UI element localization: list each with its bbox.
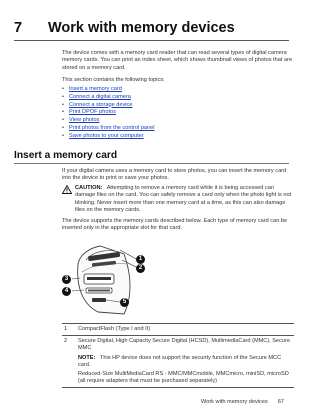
- topic-link-print-control-panel[interactable]: Print photos from the control panel: [69, 124, 155, 131]
- section-body: If your digital camera uses a memory card to store photos, you can insert the memory card into the device to print or save your photos.: [62, 168, 287, 182]
- table-cell-description: CompactFlash (Type I and II): [76, 324, 294, 336]
- list-item: [62, 94, 287, 102]
- topics-intro: This section contains the following topics:: [62, 77, 165, 83]
- topic-link-view-photos[interactable]: View photos: [69, 117, 100, 124]
- topic-link-insert-memory-card[interactable]: Insert a memory card: [69, 86, 122, 92]
- memory-card-slots-figure: [64, 238, 160, 318]
- chapter-rule: [14, 40, 289, 41]
- chapter-title: [14, 20, 294, 36]
- callout-3: 3: [62, 275, 71, 284]
- caution-text: [75, 185, 294, 215]
- section-rule: [14, 163, 289, 164]
- intro-paragraph: The device comes with a memory card reader that can read several types of digital camera memory cards. You can print an index sheet, which shows thumbnail views of photos that are stored on a memory card.: [62, 50, 293, 71]
- chapter-title-text: Work with memory devices: [48, 20, 235, 36]
- footer-label: Work with memory devices: [201, 399, 268, 405]
- topics-list: [62, 86, 287, 141]
- table-cell-description: [76, 336, 294, 388]
- page-footer: [201, 399, 284, 405]
- note-text: This HP device does not support the security function of the Secure MCC card.: [78, 354, 282, 368]
- table-cell-number: 2: [62, 336, 76, 388]
- list-item: [62, 102, 287, 110]
- topic-link-connect-camera[interactable]: Connect a digital camera: [69, 93, 131, 100]
- table-note: [78, 355, 292, 369]
- callout-5: 5: [120, 298, 129, 307]
- section-title: Insert a memory card: [14, 150, 118, 161]
- memory-card-table: [62, 323, 294, 388]
- topic-link-connect-storage[interactable]: Connect a storage device: [69, 101, 133, 108]
- note-label: NOTE:: [78, 354, 96, 361]
- table-cell-text: Secure Digital, High Capacity Secure Digital (HCSD), MultimediaCard (MMC), Secure MMC: [78, 338, 291, 352]
- table-cell-number: 1: [62, 324, 76, 336]
- chapter-number: 7: [14, 20, 23, 36]
- list-item: [62, 133, 287, 141]
- table-extra: Reduced-Size MultiMediaCard RS - MMC/MMCmobile, MMCmicro, miniSD, microSD (all require adapters that must be purchased separately): [78, 371, 289, 385]
- list-item: [62, 86, 287, 94]
- list-item: [62, 109, 287, 117]
- caution-label: CAUTION:: [75, 185, 103, 191]
- caution-body: Attempting to remove a memory card while it is being accessed can damage files on the card. You can safely remove a card only when the photo light is not blinking. Never insert more than one memory card at a time, as this can also damage files on the memory cards.: [75, 185, 292, 214]
- table-row: [62, 324, 294, 336]
- warning-icon: [62, 185, 72, 194]
- slots-paragraph: The device supports the memory cards described below. Each type of memory card can be inserted only in the appropriate slot for that card.: [62, 218, 288, 232]
- caution-block: [62, 185, 294, 215]
- callout-2: 2: [136, 264, 145, 273]
- topic-link-save-photos[interactable]: Save photos to your computer: [69, 132, 144, 139]
- card-reader-illustration: [72, 238, 160, 318]
- page-number: 67: [277, 399, 284, 405]
- callout-4: 4: [62, 287, 71, 296]
- list-item: [62, 125, 287, 133]
- topic-link-print-dpof[interactable]: Print DPOF photos: [69, 109, 116, 116]
- table-row: [62, 336, 294, 388]
- callout-1: 1: [136, 255, 145, 264]
- list-item: [62, 117, 287, 125]
